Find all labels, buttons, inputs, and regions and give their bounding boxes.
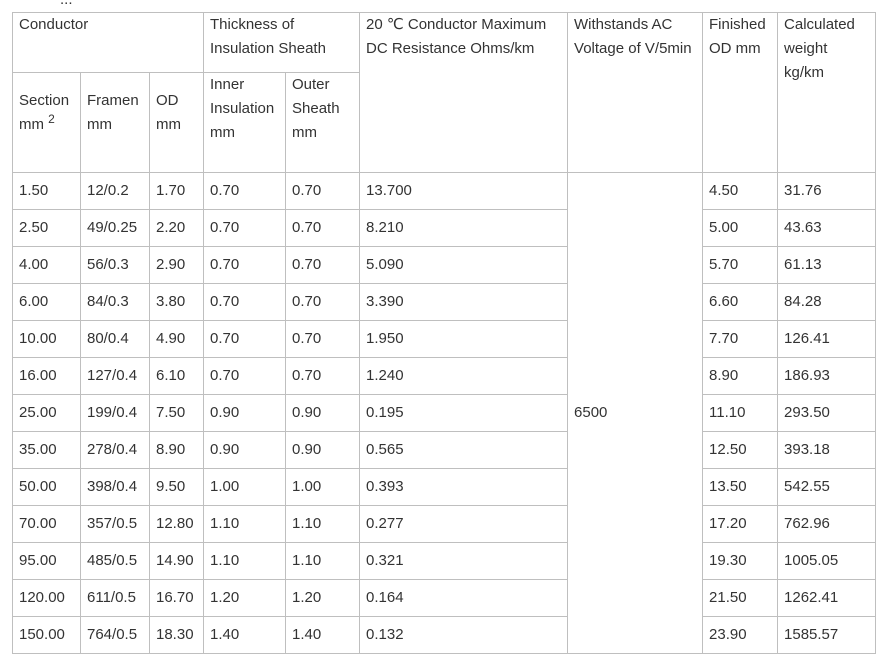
cell-section: 50.00 bbox=[13, 469, 81, 506]
cell-od: 16.70 bbox=[150, 580, 204, 617]
cell-framen: 12/0.2 bbox=[81, 173, 150, 210]
cell-weight: 126.41 bbox=[778, 321, 876, 358]
cell-framen: 611/0.5 bbox=[81, 580, 150, 617]
cell-framen: 278/0.4 bbox=[81, 432, 150, 469]
cell-outer: 0.70 bbox=[286, 321, 360, 358]
cell-finished: 23.90 bbox=[703, 617, 778, 654]
cell-weight: 1005.05 bbox=[778, 543, 876, 580]
cell-weight: 393.18 bbox=[778, 432, 876, 469]
cell-outer: 0.70 bbox=[286, 247, 360, 284]
cell-framen: 56/0.3 bbox=[81, 247, 150, 284]
cell-weight: 1585.57 bbox=[778, 617, 876, 654]
cell-resistance: 0.565 bbox=[360, 432, 568, 469]
cell-inner: 1.10 bbox=[204, 506, 286, 543]
table-row bbox=[13, 210, 876, 247]
cell-section: 16.00 bbox=[13, 358, 81, 395]
cell-finished: 17.20 bbox=[703, 506, 778, 543]
table-row bbox=[13, 617, 876, 654]
cable-spec-table bbox=[12, 12, 876, 654]
cell-section: 95.00 bbox=[13, 543, 81, 580]
cell-weight: 1262.41 bbox=[778, 580, 876, 617]
table-row bbox=[13, 173, 876, 210]
cell-inner: 0.70 bbox=[204, 210, 286, 247]
cell-finished: 21.50 bbox=[703, 580, 778, 617]
cell-resistance: 1.240 bbox=[360, 358, 568, 395]
cell-inner: 0.70 bbox=[204, 247, 286, 284]
cell-resistance: 3.390 bbox=[360, 284, 568, 321]
cell-outer: 1.40 bbox=[286, 617, 360, 654]
table-body bbox=[13, 173, 876, 654]
cell-framen: 80/0.4 bbox=[81, 321, 150, 358]
header-section-text: Section mm bbox=[19, 92, 70, 133]
cell-inner: 0.90 bbox=[204, 395, 286, 432]
table-row bbox=[13, 580, 876, 617]
header-weight: Calculated weight kg/km bbox=[778, 13, 876, 173]
cell-inner: 1.10 bbox=[204, 543, 286, 580]
table-row bbox=[13, 469, 876, 506]
cell-section: 120.00 bbox=[13, 580, 81, 617]
header-resistance: 20 ℃ Conductor Maximum DC Resistance Ohms/km bbox=[360, 13, 568, 173]
cell-od: 1.70 bbox=[150, 173, 204, 210]
header-thickness: Thickness of Insulation Sheath bbox=[204, 13, 360, 73]
table-row bbox=[13, 321, 876, 358]
cell-finished: 8.90 bbox=[703, 358, 778, 395]
cell-framen: 357/0.5 bbox=[81, 506, 150, 543]
header-inner: Inner Insulation mm bbox=[204, 73, 286, 173]
header-od: OD mm bbox=[150, 73, 204, 173]
cell-inner: 0.90 bbox=[204, 432, 286, 469]
cell-outer: 0.70 bbox=[286, 358, 360, 395]
cell-outer: 0.70 bbox=[286, 284, 360, 321]
cell-weight: 293.50 bbox=[778, 395, 876, 432]
cell-od: 12.80 bbox=[150, 506, 204, 543]
cell-section: 150.00 bbox=[13, 617, 81, 654]
cell-od: 8.90 bbox=[150, 432, 204, 469]
cell-weight: 542.55 bbox=[778, 469, 876, 506]
cell-resistance: 0.393 bbox=[360, 469, 568, 506]
cell-framen: 485/0.5 bbox=[81, 543, 150, 580]
cell-framen: 49/0.25 bbox=[81, 210, 150, 247]
cell-inner: 0.70 bbox=[204, 358, 286, 395]
cell-od: 9.50 bbox=[150, 469, 204, 506]
cell-weight: 61.13 bbox=[778, 247, 876, 284]
header-outer: Outer Sheath mm bbox=[286, 73, 360, 173]
header-withstands: Withstands AC Voltage of V/5min bbox=[568, 13, 703, 173]
cell-resistance: 0.321 bbox=[360, 543, 568, 580]
cutoff-heading bbox=[60, 0, 73, 8]
cell-od: 2.90 bbox=[150, 247, 204, 284]
cell-outer: 1.10 bbox=[286, 506, 360, 543]
header-framen: Framen mm bbox=[81, 73, 150, 173]
cell-finished: 19.30 bbox=[703, 543, 778, 580]
cell-weight: 762.96 bbox=[778, 506, 876, 543]
cell-od: 7.50 bbox=[150, 395, 204, 432]
cell-outer: 1.00 bbox=[286, 469, 360, 506]
table-row bbox=[13, 284, 876, 321]
cell-framen: 127/0.4 bbox=[81, 358, 150, 395]
header-conductor: Conductor bbox=[13, 13, 204, 73]
cell-outer: 0.70 bbox=[286, 173, 360, 210]
cell-outer: 1.20 bbox=[286, 580, 360, 617]
cell-resistance: 0.132 bbox=[360, 617, 568, 654]
cell-section: 2.50 bbox=[13, 210, 81, 247]
cell-outer: 0.70 bbox=[286, 210, 360, 247]
table-row bbox=[13, 358, 876, 395]
cell-od: 2.20 bbox=[150, 210, 204, 247]
cell-od: 6.10 bbox=[150, 358, 204, 395]
cell-weight: 84.28 bbox=[778, 284, 876, 321]
cell-finished: 4.50 bbox=[703, 173, 778, 210]
cell-section: 25.00 bbox=[13, 395, 81, 432]
cell-framen: 398/0.4 bbox=[81, 469, 150, 506]
cell-framen: 764/0.5 bbox=[81, 617, 150, 654]
cell-od: 18.30 bbox=[150, 617, 204, 654]
table-row bbox=[13, 247, 876, 284]
cell-od: 14.90 bbox=[150, 543, 204, 580]
cell-resistance: 13.700 bbox=[360, 173, 568, 210]
cell-inner: 0.70 bbox=[204, 284, 286, 321]
cell-finished: 11.10 bbox=[703, 395, 778, 432]
cell-weight: 186.93 bbox=[778, 358, 876, 395]
cell-resistance: 0.164 bbox=[360, 580, 568, 617]
cell-section: 10.00 bbox=[13, 321, 81, 358]
cell-inner: 0.70 bbox=[204, 321, 286, 358]
table-row bbox=[13, 395, 876, 432]
cell-section: 6.00 bbox=[13, 284, 81, 321]
table-row bbox=[13, 506, 876, 543]
cell-section: 70.00 bbox=[13, 506, 81, 543]
cell-weight: 31.76 bbox=[778, 173, 876, 210]
cell-finished: 13.50 bbox=[703, 469, 778, 506]
cell-resistance: 0.195 bbox=[360, 395, 568, 432]
cell-outer: 1.10 bbox=[286, 543, 360, 580]
cell-inner: 1.20 bbox=[204, 580, 286, 617]
table-row bbox=[13, 432, 876, 469]
cell-section: 35.00 bbox=[13, 432, 81, 469]
cell-framen: 84/0.3 bbox=[81, 284, 150, 321]
cell-weight: 43.63 bbox=[778, 210, 876, 247]
header-section-superscript: 2 bbox=[48, 112, 55, 126]
header-finished-od: Finished OD mm bbox=[703, 13, 778, 173]
cell-finished: 7.70 bbox=[703, 321, 778, 358]
header-section bbox=[13, 73, 81, 173]
cell-withstands: 6500 bbox=[568, 173, 703, 654]
cell-section: 1.50 bbox=[13, 173, 81, 210]
cell-inner: 1.00 bbox=[204, 469, 286, 506]
cell-finished: 5.70 bbox=[703, 247, 778, 284]
cell-outer: 0.90 bbox=[286, 395, 360, 432]
cell-inner: 1.40 bbox=[204, 617, 286, 654]
table-row bbox=[13, 543, 876, 580]
cell-section: 4.00 bbox=[13, 247, 81, 284]
cell-finished: 5.00 bbox=[703, 210, 778, 247]
cell-od: 3.80 bbox=[150, 284, 204, 321]
cell-finished: 12.50 bbox=[703, 432, 778, 469]
cell-finished: 6.60 bbox=[703, 284, 778, 321]
cell-resistance: 0.277 bbox=[360, 506, 568, 543]
cell-od: 4.90 bbox=[150, 321, 204, 358]
cell-resistance: 1.950 bbox=[360, 321, 568, 358]
cell-inner: 0.70 bbox=[204, 173, 286, 210]
cell-resistance: 8.210 bbox=[360, 210, 568, 247]
cell-resistance: 5.090 bbox=[360, 247, 568, 284]
cell-outer: 0.90 bbox=[286, 432, 360, 469]
cell-framen: 199/0.4 bbox=[81, 395, 150, 432]
